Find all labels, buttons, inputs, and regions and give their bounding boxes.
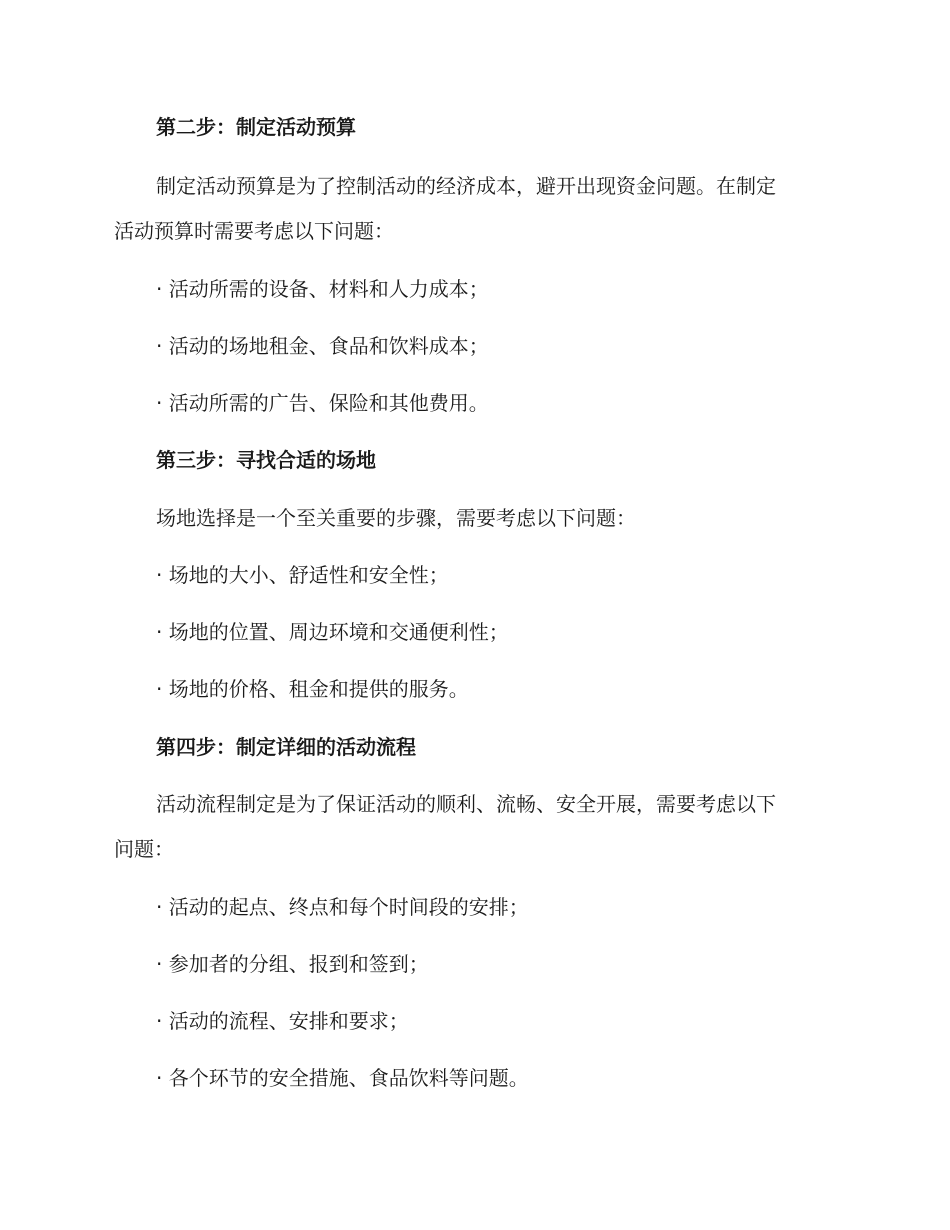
paragraph-line: 活动流程制定是为了保证活动的顺利、流畅、安全开展，需要考虑以下 bbox=[156, 792, 776, 816]
bullet-item: · 场地的价格、租金和提供的服务。 bbox=[156, 677, 469, 701]
section-heading-step-3: 第三步：寻找合适的场地 bbox=[156, 448, 376, 472]
bullet-item: · 各个环节的安全措施、食品饮料等问题。 bbox=[156, 1066, 529, 1090]
bullet-item: · 场地的位置、周边环境和交通便利性； bbox=[156, 620, 509, 644]
section-heading-step-4: 第四步：制定详细的活动流程 bbox=[156, 735, 416, 759]
bullet-item: · 活动所需的设备、材料和人力成本； bbox=[156, 277, 489, 301]
bullet-item: · 活动的流程、安排和要求； bbox=[156, 1009, 409, 1033]
bullet-item: · 活动的起点、终点和每个时间段的安排； bbox=[156, 895, 529, 919]
paragraph-line: 场地选择是一个至关重要的步骤，需要考虑以下问题： bbox=[156, 506, 636, 530]
bullet-item: · 参加者的分组、报到和签到； bbox=[156, 952, 429, 976]
paragraph-line: 制定活动预算是为了控制活动的经济成本，避开出现资金问题。在制定 bbox=[156, 174, 776, 198]
paragraph-line: 活动预算时需要考虑以下问题： bbox=[114, 219, 394, 243]
paragraph-line: 问题： bbox=[114, 837, 174, 861]
section-heading-step-2: 第二步：制定活动预算 bbox=[156, 115, 356, 139]
bullet-item: · 活动所需的广告、保险和其他费用。 bbox=[156, 391, 489, 415]
bullet-item: · 场地的大小、舒适性和安全性； bbox=[156, 563, 449, 587]
bullet-item: · 活动的场地租金、食品和饮料成本； bbox=[156, 334, 489, 358]
